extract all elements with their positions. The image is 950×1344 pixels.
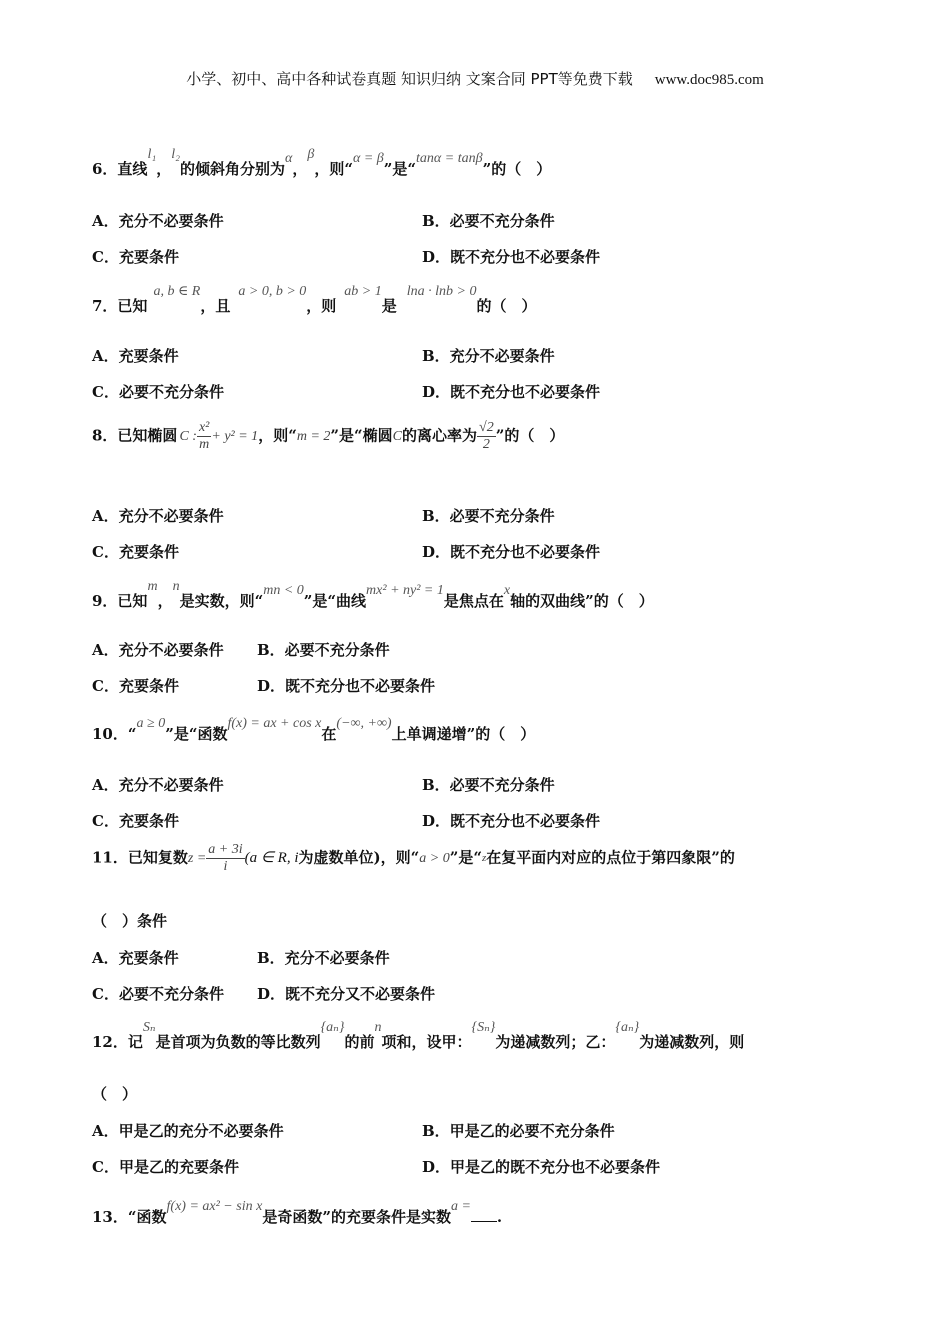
q12-option-b: B．甲是乙的必要不充分条件: [422, 1122, 615, 1140]
q9-text: ，: [157, 592, 173, 610]
q8-option-b: B．必要不充分条件: [422, 507, 555, 525]
q11-math: z: [481, 852, 487, 865]
question-6: [92, 147, 552, 179]
q12-option-c: C．甲是乙的充要条件: [92, 1158, 239, 1176]
q7-text: ，则: [306, 297, 337, 315]
question-7: [92, 284, 537, 316]
q10-math: f(x) = ax + cos x: [227, 716, 322, 731]
q11-option-b: B．充分不必要条件: [257, 949, 390, 967]
question-11: [92, 842, 735, 875]
q8-option-d: D．既不充分也不必要条件: [422, 543, 601, 561]
q12-math: {aₙ}: [615, 1020, 640, 1035]
q7-math: a, b ∈ R: [153, 284, 201, 299]
q7-option-b: B．充分不必要条件: [422, 347, 555, 365]
q11-option-d: D．既不充分又不必要条件: [257, 985, 436, 1003]
q6-math-cond2: tanα = tanβ: [416, 151, 483, 166]
q6-text: 6．直线: [92, 160, 148, 178]
q6-option-a: A．充分不必要条件: [92, 212, 224, 230]
q8-text: 的离心率为: [402, 426, 478, 445]
q6-text: ，则“: [314, 160, 353, 178]
q8-math-den: m: [199, 437, 210, 453]
q12-text: 12．记: [92, 1033, 143, 1051]
q6-text: ”的（ ）: [482, 160, 552, 178]
q12-math: Sₙ: [142, 1020, 156, 1035]
question-10: [92, 716, 536, 744]
q13-text: 13．“函数: [92, 1208, 167, 1226]
q7-text: 7．已知: [92, 297, 148, 315]
q11-math-den: i: [223, 859, 228, 875]
header-text: 小学、初中、高中各种试卷真题 知识归纳 文案合同 PPT等免费下载: [186, 70, 633, 88]
q8-text: ，则“: [258, 426, 297, 445]
q11-option-a: A．充要条件: [92, 949, 179, 967]
page-header: [0, 68, 950, 89]
q9-text: 轴的双曲线”的（ ）: [510, 592, 654, 610]
q10-math: a ≥ 0: [136, 716, 166, 731]
question-8: [92, 420, 564, 453]
q11-text: 在复平面内对应的点位于第四象限”的: [486, 848, 735, 867]
q10-text: ”是“函数: [165, 725, 228, 743]
q10-text: 上单调递增”的（ ）: [391, 725, 536, 743]
q7-option-c: C．必要不充分条件: [92, 383, 224, 401]
q12-text: 为递减数列；乙：: [495, 1033, 616, 1051]
q11-text: ”是“: [449, 848, 482, 867]
q12-option-d: D．甲是乙的既不充分也不必要条件: [422, 1158, 661, 1176]
q9-text: ”是“曲线: [303, 592, 367, 610]
q7-option-d: D．既不充分也不必要条件: [422, 383, 601, 401]
q9-math: mx² + ny² = 1: [366, 583, 444, 598]
q8-math: C :: [179, 428, 197, 444]
q12-text: 的前: [344, 1033, 375, 1051]
q12-text: 项和，设甲：: [381, 1033, 472, 1051]
q10-option-b: B．必要不充分条件: [422, 776, 555, 794]
q7-math: ab > 1: [344, 284, 382, 299]
question-12: [92, 1020, 745, 1052]
q9-option-d: D．既不充分也不必要条件: [257, 677, 436, 695]
q8-math-num: x²: [197, 420, 211, 437]
q11-option-c: C．必要不充分条件: [92, 985, 224, 1003]
q11-math: a > 0: [419, 850, 450, 866]
q8-option-a: A．充分不必要条件: [92, 507, 224, 525]
q9-text: 是实数，则“: [179, 592, 264, 610]
q9-math: x: [503, 583, 511, 598]
q7-text: ，且: [200, 297, 231, 315]
q9-math: m: [147, 579, 158, 594]
q8-text: ”的（ ）: [495, 426, 565, 445]
q10-option-a: A．充分不必要条件: [92, 776, 224, 794]
q12-line2: （ ）: [92, 1085, 138, 1103]
q8-option-c: C．充要条件: [92, 543, 179, 561]
q9-option-c: C．充要条件: [92, 677, 179, 695]
q7-math: lna · lnb > 0: [406, 284, 477, 299]
q9-option-a: A．充分不必要条件: [92, 641, 224, 659]
q7-text: 的（ ）: [476, 297, 537, 315]
q13-text: .: [496, 1208, 503, 1226]
q6-math-beta: β: [307, 147, 315, 162]
q6-option-d: D．既不充分也不必要条件: [422, 248, 601, 266]
q7-math: a > 0, b > 0: [238, 284, 307, 299]
q6-math-l1: l₁: [147, 147, 157, 162]
q6-option-c: C．充要条件: [92, 248, 179, 266]
q11-text: 11．已知复数: [92, 848, 188, 867]
q6-math-l2: l₂: [171, 147, 180, 162]
q11-math-num: a + 3i: [206, 842, 244, 859]
q10-option-c: C．充要条件: [92, 812, 179, 830]
q12-math: {aₙ}: [320, 1020, 345, 1035]
q8-text: 8．已知椭圆: [92, 426, 178, 445]
q6-text: ，: [292, 160, 308, 178]
q6-text: ”是“: [383, 160, 417, 178]
q10-math: (−∞, +∞): [336, 716, 392, 731]
header-url: www.doc985.com: [654, 72, 764, 88]
q8-math-den: 2: [482, 437, 490, 453]
q6-math-alpha: α: [285, 151, 293, 166]
q6-math-cond: α = β: [353, 151, 384, 166]
q8-math-num: √2: [477, 420, 496, 437]
q12-math: n: [374, 1020, 382, 1035]
q11-line2: （ ）条件: [92, 912, 168, 930]
answer-blank[interactable]: [471, 1221, 497, 1222]
question-9: [92, 579, 654, 611]
q8-math: m = 2: [296, 428, 331, 444]
q9-option-b: B．必要不充分条件: [257, 641, 390, 659]
q7-option-a: A．充要条件: [92, 347, 179, 365]
q6-option-b: B．必要不充分条件: [422, 212, 555, 230]
q13-text: 是奇函数”的充要条件是实数: [262, 1208, 451, 1226]
q12-option-a: A．甲是乙的充分不必要条件: [92, 1122, 284, 1140]
q9-text: 是焦点在: [443, 592, 504, 610]
question-13: [92, 1199, 503, 1227]
q9-math: n: [172, 579, 180, 594]
q7-text: 是: [381, 297, 397, 315]
q8-math: + y² = 1: [211, 428, 259, 444]
q13-math: a =: [450, 1199, 471, 1214]
q11-math: (a ∈ R, i: [244, 849, 299, 866]
q11-math: z =: [187, 850, 207, 866]
q12-math: {Sₙ}: [471, 1020, 496, 1035]
q8-text: ”是“椭圆: [330, 426, 393, 445]
q12-text: 为递减数列，则: [639, 1033, 745, 1051]
q9-text: 9．已知: [92, 592, 148, 610]
q6-text: ，: [156, 160, 172, 178]
q8-math: C: [392, 428, 402, 444]
q10-text: 10．“: [92, 725, 137, 743]
q13-math: f(x) = ax² − sin x: [166, 1199, 263, 1214]
q6-text: 的倾斜角分别为: [179, 160, 285, 178]
q9-math: mn < 0: [263, 583, 304, 598]
q11-text: 为虚数单位)，则“: [298, 848, 420, 867]
q12-text: 是首项为负数的等比数列: [155, 1033, 321, 1051]
q10-text: 在: [321, 725, 337, 743]
q10-option-d: D．既不充分也不必要条件: [422, 812, 601, 830]
